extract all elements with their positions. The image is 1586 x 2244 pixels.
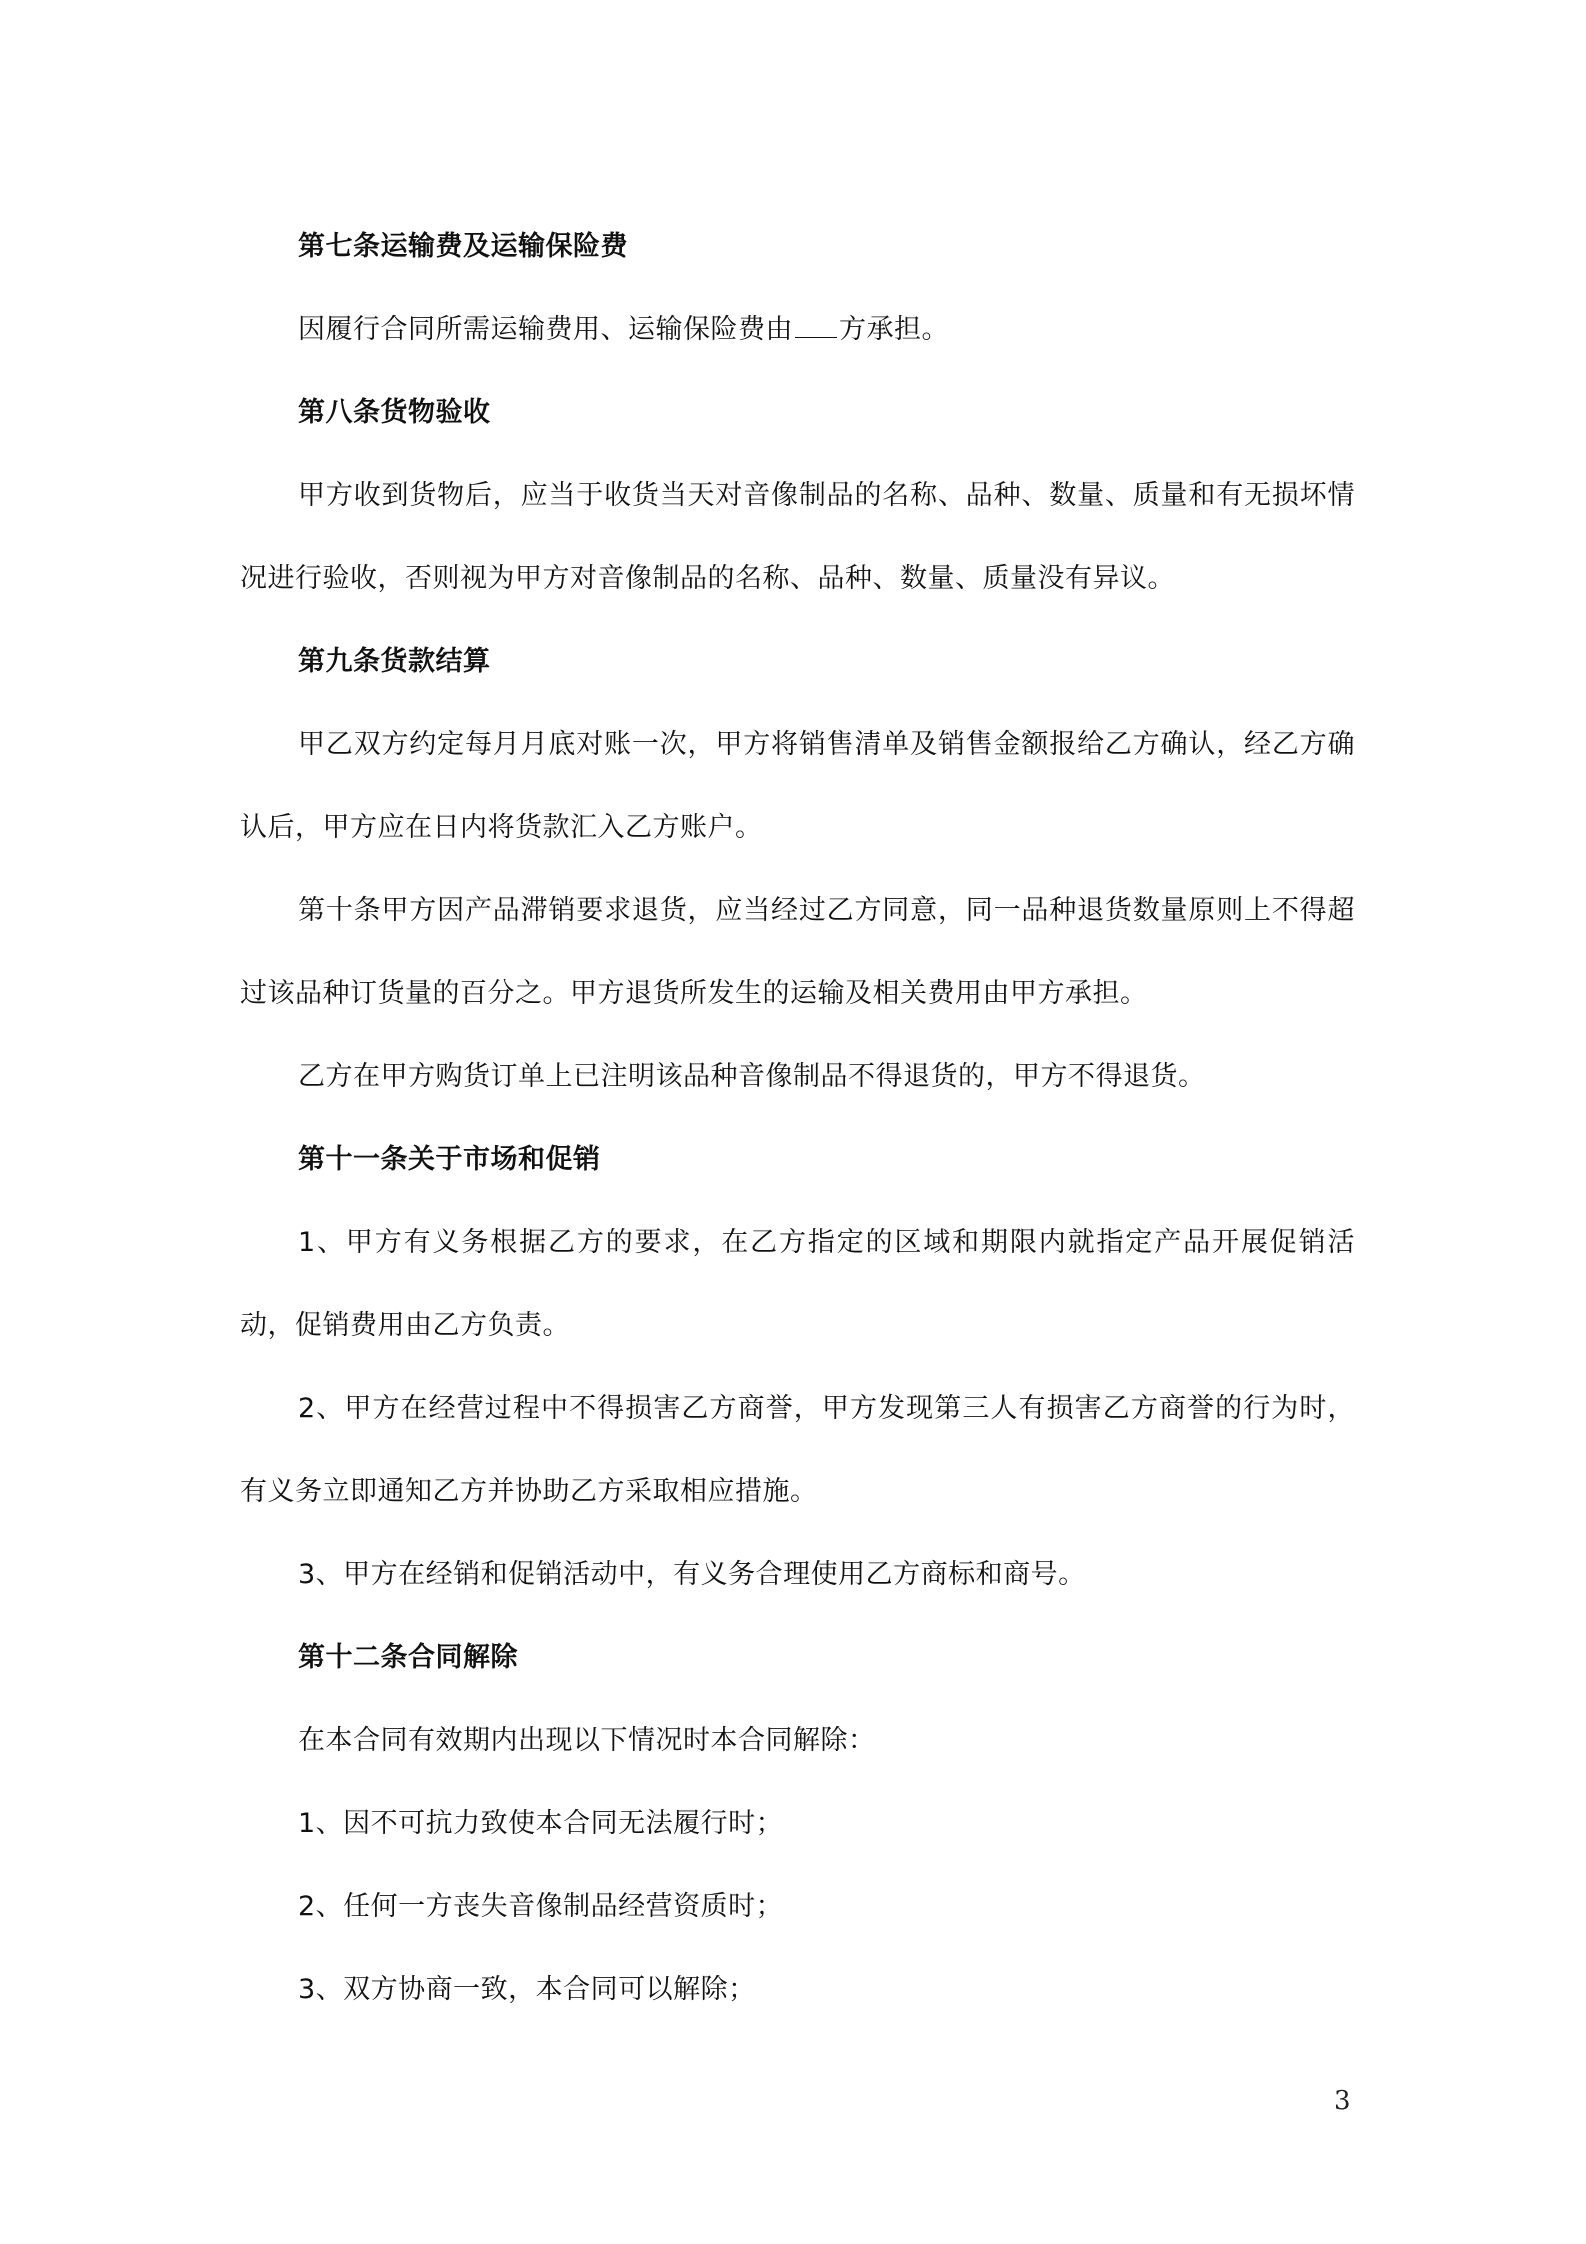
article-9-text: 甲乙双方约定每月月底对账一次，甲方将销售清单及销售金额报给乙方确认，经乙方确认后，甲方应在日内将货款汇入乙方账户。 — [240, 729, 1355, 843]
article-7-text-after: 方承担。 — [839, 314, 949, 345]
article-7-text — [240, 288, 1355, 371]
article-11-heading: 第十一条关于市场和促销 — [298, 1144, 601, 1175]
article-12-intro: 在本合同有效期内出现以下情况时本合同解除： — [298, 1725, 876, 1756]
article-12-heading: 第十二条合同解除 — [298, 1642, 518, 1673]
page-number: 3 — [1334, 2086, 1351, 2116]
article-11-item-2: 2、甲方在经营过程中不得损害乙方商誉，甲方发现第三人有损害乙方商誉的行为时，有义务立即通知乙方并协助乙方采取相应措施。 — [240, 1393, 1355, 1507]
article-11-item-1: 1、甲方有义务根据乙方的要求，在乙方指定的区域和期限内就指定产品开展促销活动，促销费用由乙方负责。 — [240, 1227, 1355, 1341]
article-9-heading: 第九条货款结算 — [298, 646, 491, 677]
fill-in-blank — [795, 315, 837, 338]
article-10-text-2: 乙方在甲方购货订单上已注明该品种音像制品不得退货的，甲方不得退货。 — [298, 1061, 1206, 1092]
article-10-text: 第十条甲方因产品滞销要求退货，应当经过乙方同意，同一品种退货数量原则上不得超过该品种订货量的百分之。甲方退货所发生的运输及相关费用由甲方承担。 — [240, 895, 1355, 1009]
article-7-text-before: 因履行合同所需运输费用、运输保险费由 — [298, 314, 793, 345]
contract-body — [240, 205, 1355, 2031]
article-11-item-3: 3、甲方在经销和促销活动中，有义务合理使用乙方商标和商号。 — [298, 1559, 1086, 1590]
article-12-item-1: 1、因不可抗力致使本合同无法履行时； — [298, 1808, 784, 1839]
article-7-heading: 第七条运输费及运输保险费 — [298, 231, 628, 262]
article-8-heading: 第八条货物验收 — [298, 397, 491, 428]
article-12-item-3: 3、双方协商一致，本合同可以解除； — [298, 1974, 756, 2005]
article-8-text: 甲方收到货物后，应当于收货当天对音像制品的名称、品种、数量、质量和有无损坏情况进行验收，否则视为甲方对音像制品的名称、品种、数量、质量没有异议。 — [240, 480, 1355, 594]
article-12-item-2: 2、任何一方丧失音像制品经营资质时； — [298, 1891, 784, 1922]
